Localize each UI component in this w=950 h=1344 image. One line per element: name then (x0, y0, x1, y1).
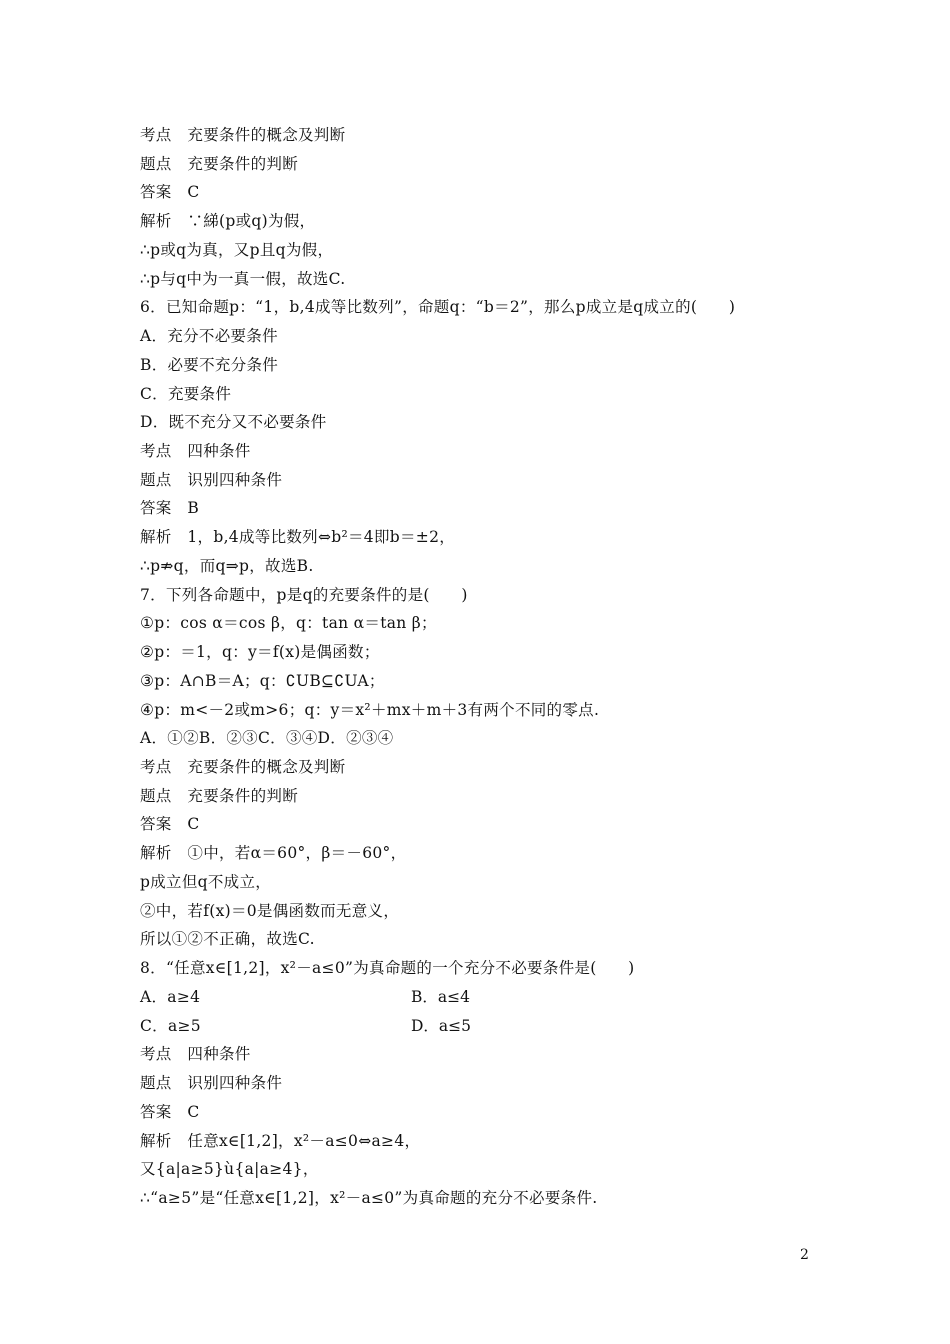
text-line: 答案 C (140, 183, 200, 201)
text-line: ∴p⇏q，而q⇒p，故选B. (140, 557, 314, 575)
question-7: 7．下列各命题中，p是q的充要条件的是( ) (140, 586, 468, 604)
text-line: 又{a|a≥5}ù{a|a≥4}， (140, 1160, 319, 1178)
question-6: 6．已知命题p：“1，b,4成等比数列”，命题q：“b＝2”，那么p成立是q成立的( ) (140, 298, 736, 316)
q8-option-d: D．a≤5 (411, 1017, 472, 1035)
text-line: 考点 四种条件 (140, 1045, 251, 1063)
q8-option-a: A．a≥4 (140, 988, 201, 1006)
text-line: ∴“a≥5”是“任意x∈[1,2]，x²－a≤0”为真命题的充分不必要条件. (140, 1189, 598, 1207)
option-b: B．必要不充分条件 (140, 356, 279, 374)
text-line: 题点 识别四种条件 (140, 471, 283, 489)
text-line: 考点 充要条件的概念及判断 (140, 126, 346, 144)
page-number: 2 (800, 1247, 809, 1263)
text-line: 答案 C (140, 815, 200, 833)
question-8: 8．“任意x∈[1,2]，x²－a≤0”为真命题的一个充分不必要条件是( ) (140, 959, 635, 977)
text-line: p成立但q不成立， (140, 873, 272, 891)
text-line: 答案 B (140, 499, 200, 517)
text-line: 考点 四种条件 (140, 442, 251, 460)
text-line: 解析 ①中，若α＝60°，β＝－60°， (140, 844, 407, 862)
text-line: 答案 C (140, 1103, 200, 1121)
text-line: 题点 充要条件的判断 (140, 155, 299, 173)
option-a: A．充分不必要条件 (140, 327, 278, 345)
text-line: ∴p或q为真，又p且q为假， (140, 241, 334, 259)
text-line: ∴p与q中为一真一假，故选C. (140, 270, 346, 288)
text-line: ③p：A∩B＝A；q：∁UB⊆∁UA； (140, 672, 385, 690)
option-c: C．充要条件 (140, 385, 232, 403)
text-line: 题点 充要条件的判断 (140, 787, 299, 805)
text-line: 解析 任意x∈[1,2]，x²－a≤0⇔a≥4， (140, 1132, 421, 1150)
text-line: ①p：cos α＝cos β，q：tan α＝tan β； (140, 614, 437, 632)
text-line: ④p：m<－2或m>6；q：y＝x²＋mx＋m＋3有两个不同的零点. (140, 701, 600, 719)
q8-option-b: B．a≤4 (411, 988, 470, 1006)
q8-option-c: C．a≥5 (140, 1017, 201, 1035)
text-line: 解析 1，b,4成等比数列⇔b²＝4即b＝±2， (140, 528, 456, 546)
text-line: 考点 充要条件的概念及判断 (140, 758, 346, 776)
text-line: A．①②B．②③C．③④D．②③④ (140, 729, 394, 747)
text-line: ②p：＝1，q：y＝f(x)是偶函数； (140, 643, 380, 661)
option-d: D．既不充分又不必要条件 (140, 413, 327, 431)
text-line: 解析 ∵綈(p或q)为假， (140, 212, 316, 230)
text-line: 所以①②不正确，故选C. (140, 930, 315, 948)
text-line: ②中，若f(x)＝0是偶函数而无意义， (140, 902, 400, 920)
text-line: 题点 识别四种条件 (140, 1074, 283, 1092)
